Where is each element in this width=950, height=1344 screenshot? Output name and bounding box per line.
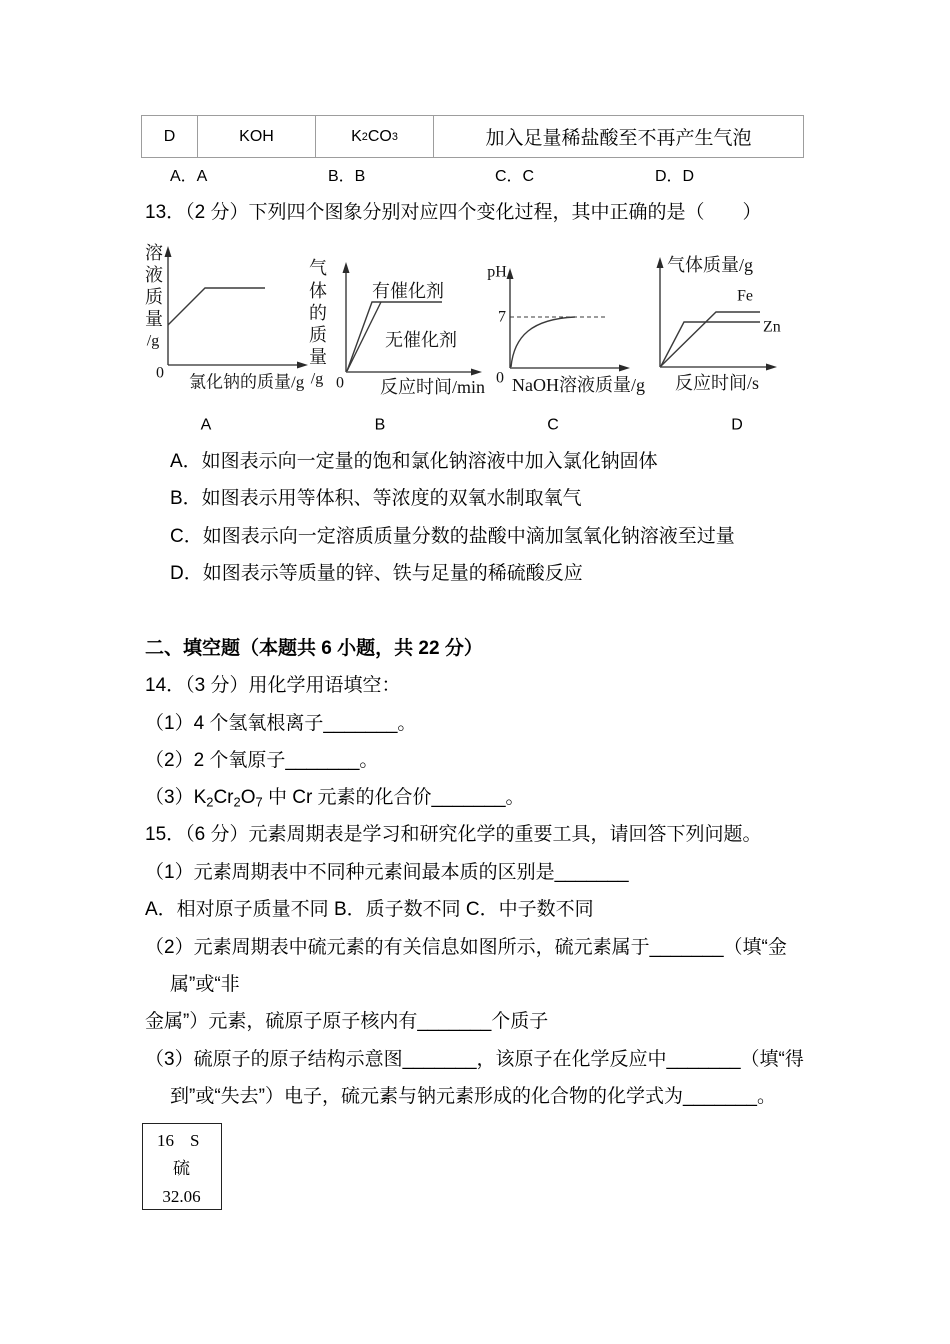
- q15-stem: 15．（6 分）元素周期表是学习和研究化学的重要工具，请回答下列问题。: [145, 824, 762, 845]
- graph-c-tick-7: 7: [498, 308, 506, 326]
- graph-b-origin: 0: [336, 374, 344, 392]
- graph-d-x-arrow: [766, 364, 777, 371]
- graph-c-ph-curve: [511, 317, 575, 367]
- q12-choice-b: B．B: [328, 168, 366, 185]
- atomic-number: 16: [157, 1131, 174, 1150]
- table-reagent-text: KOH: [239, 127, 274, 145]
- graph-c-y-arrow: [507, 268, 514, 279]
- graph-a-y-label-char: 量: [145, 309, 163, 329]
- graph-a-x-arrow: [297, 362, 308, 369]
- q15-item-3-line-1: （3）硫原子的原子结构示意图_______，该原子在化学反应中_______（填“得: [145, 1049, 804, 1070]
- sulfur-element-card: [142, 1123, 222, 1210]
- graph-d-y-label: 气体质量/g: [667, 255, 754, 275]
- atomic-mass: 32.06: [162, 1187, 201, 1206]
- q13-option-b: B．如图表示用等体积、等浓度的双氧水制取氧气: [170, 488, 582, 509]
- graph-a: [145, 243, 308, 434]
- graph-c-x-arrow: [619, 365, 630, 372]
- q14-item-3-prefix: （3）: [145, 787, 194, 808]
- formula-part: CO: [367, 127, 392, 145]
- graph-a-x-label: 氯化钠的质量/g: [189, 372, 305, 392]
- graph-c-origin: 0: [496, 369, 504, 387]
- q12-choice-c: C．C: [495, 168, 535, 185]
- q15-item-3-line-2: 到”或“失去”）电子，硫元素与钠元素形成的化合物的化学式为_______。: [170, 1086, 776, 1107]
- formula-part: Cr: [213, 787, 234, 808]
- graph-d-fe-label: Fe: [737, 287, 753, 305]
- formula-subscript: 2: [233, 794, 241, 810]
- graph-a-y-label-char: 液: [145, 265, 163, 285]
- q14-stem: 14．（3 分）用化学用语填空：: [145, 675, 401, 696]
- formula-subscript: 2: [206, 794, 214, 810]
- q15-item-2-line-1: （2）元素周期表中硫元素的有关信息如图所示，硫元素属于_______（填“金: [145, 937, 787, 958]
- formula-part: K: [193, 787, 207, 808]
- q14-item-3: [145, 785, 525, 811]
- graph-d-zn-label: Zn: [763, 318, 781, 336]
- graph-b-y-label-char: 气: [309, 258, 327, 278]
- q13-option-d: D．如图表示等质量的锌、铁与足量的稀硫酸反应: [170, 563, 583, 584]
- section2-title: 二、填空题（本题共 6 小题，共 22 分）: [145, 638, 483, 659]
- q12-choice-d: D．D: [655, 168, 695, 185]
- graph-d-y-arrow: [657, 257, 664, 268]
- q14-item-3-suffix: 中 Cr 元素的化合价_______。: [262, 787, 525, 808]
- graph-b-no-catalyst-curve: [347, 302, 381, 371]
- q15-item-1-choices: A．相对原子质量不同 B．质子数不同 C．中子数不同: [145, 899, 594, 920]
- element-name: 硫: [173, 1159, 190, 1178]
- graph-a-curve: [168, 288, 265, 325]
- q12-choice-a: A．A: [170, 168, 208, 185]
- q13-graphs: [0, 235, 950, 440]
- table-cell-option: [142, 116, 198, 157]
- formula-part: K: [351, 127, 362, 145]
- graph-b-y-label-char: 的: [309, 303, 327, 323]
- table-cell-reagent: [198, 116, 316, 157]
- q14-item-1: （1）4 个氢氧根离子_______。: [145, 713, 417, 734]
- graph-c-x-label: NaOH溶液质量/g: [512, 375, 645, 395]
- graph-d-zn-curve: [661, 322, 760, 366]
- graph-c: [487, 264, 645, 434]
- q15-item-2-line-2: 属”或“非: [170, 974, 240, 995]
- formula-subscript: 7: [255, 794, 263, 810]
- q14-item-2: （2）2 个氧原子_______。: [145, 750, 379, 771]
- graph-b-y-label-char: 体: [309, 281, 327, 301]
- graph-b-y-arrow: [343, 262, 350, 273]
- element-symbol: S: [190, 1131, 200, 1150]
- graph-a-y-label-char: 溶: [145, 243, 163, 263]
- q13-option-a: A．如图表示向一定量的饱和氯化钠溶液中加入氯化钠固体: [170, 451, 658, 472]
- graph-b-y-label-char: 质: [309, 325, 327, 345]
- formula-part: O: [240, 787, 256, 808]
- graph-c-y-label: pH: [487, 263, 507, 281]
- table-cell-impurity: K 2 CO 3: [316, 116, 434, 157]
- q12-table-row-d: [141, 115, 804, 158]
- q13-option-c: C．如图表示向一定溶质质量分数的盐酸中滴加氢氧化钠溶液至过量: [170, 526, 735, 547]
- graph-c-letter: C: [547, 416, 559, 434]
- graph-d-letter: D: [731, 416, 743, 434]
- graph-b-no-catalyst-label: 无催化剂: [385, 330, 457, 350]
- graph-b-catalyst-label: 有催化剂: [372, 281, 444, 301]
- graph-b-letter: B: [374, 416, 386, 434]
- table-cell-method: [434, 116, 803, 157]
- graph-a-y-arrow: [165, 246, 172, 257]
- table-method-text: 加入足量稀盐酸至不再产生气泡: [485, 128, 752, 149]
- graph-d: [657, 255, 781, 434]
- graph-b-x-arrow: [471, 369, 482, 376]
- graph-b: [309, 258, 485, 434]
- graph-a-y-label-unit: /g: [146, 332, 160, 350]
- graph-b-y-label-unit: /g: [310, 370, 324, 388]
- q15-item-1: （1）元素周期表中不同种元素间最本质的区别是_______: [145, 862, 629, 883]
- graph-a-origin: 0: [156, 364, 164, 382]
- graph-b-x-label: 反应时间/min: [380, 377, 486, 397]
- graph-a-letter: A: [200, 416, 212, 434]
- graph-d-x-label: 反应时间/s: [675, 373, 760, 393]
- q15-item-2-line-3: 金属”）元素，硫原子原子核内有_______个质子: [145, 1011, 549, 1032]
- table-option-text: D: [163, 127, 176, 145]
- q13-stem: 13．（2 分）下列四个图象分别对应四个变化过程，其中正确的是（ ）: [145, 202, 762, 223]
- graph-a-y-label-char: 质: [145, 287, 163, 307]
- graph-b-y-label-char: 量: [309, 347, 327, 367]
